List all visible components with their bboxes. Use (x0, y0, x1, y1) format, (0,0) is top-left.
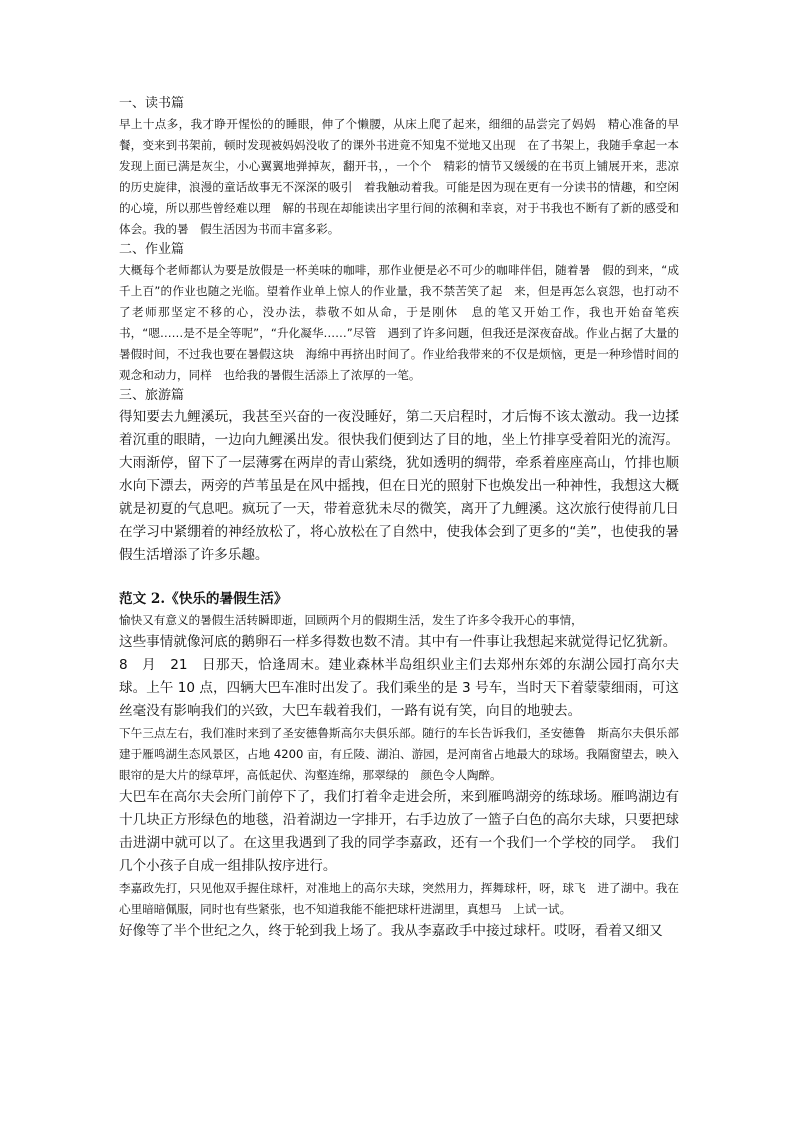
essay-paragraph: 这些事情就像河底的鹅卵石一样多得数也数不清。其中有一件事让我想起来就觉得记忆犹新。 (119, 634, 677, 650)
document-page (119, 94, 679, 943)
section-paragraph-travel: 得知要去九鲤溪玩，我甚至兴奋的一夜没睡好，第二天启程时，才后悔不该太激动。我一边揉着沉重的眼睛，一边向九鲤溪出发。很快我们便到达了目的地，坐上竹排享受着阳光的流泻。大雨渐停，留下了一层薄雾在两岸的青山萦绕，犹如透明的绸带，牵系着座座高山，竹排也顺水向下漂去，两旁的芦苇虽是在风中摇拽，但在日光的照射下也焕发出一种神性，我想这大概就是初夏的气息吧。疯玩了一天，带着意犹未尽的微笑，离开了九鲤溪。这次旅行使得前几日在学习中紧绷着的神经放松了，将心放松在了自然中，使我体会到了更多的“美”，也使我的暑假生活增添了许多乐趣。 (119, 409, 679, 563)
essay-paragraph: 下午三点左右，我们准时来到了圣安德鲁斯高尔夫俱乐部。随行的车长告诉我们，圣安德鲁 斯高尔夫俱乐部建于雁鸣湖生态风景区，占地 4200 亩，有丘陵、湖泊、游园，是河南省占地最大的球场。我隔窗望去，映入眼帘的是大片的绿草坪，高低起伏、沟壑连绵，那翠绿的 颜色令人陶醉。 (119, 726, 679, 782)
essay-paragraph: 好像等了半个世纪之久，终于轮到我上场了。我从李嘉政手中接过球杆。哎呀，看着又细又 (119, 923, 663, 939)
section-paragraph-reading: 早上十点多，我才睁开惺忪的的睡眼，伸了个懒腰，从床上爬了起来，细细的品尝完了妈妈 精心准备的早餐，变来到书架前，顿时发现被妈妈没收了的课外书进竟不知鬼不觉地又出现 在了书架上，我随手拿起一本发现上面已满是灰尘，小心翼翼地弹掉灰，翻开书，，一个个 精彩的情节又缓缓的在书页上铺展开来，悲凉的历史旋律，浪漫的童话故事无不深深的吸引 着我触动着我。可能是因为现在更有一分读书的情趣，和空闲的心境，所以那些曾经难以理 解的书现在却能读出字里行间的浓稠和幸哀，对于书我也不断有了新的感受和体会。我的暑 假生活因为书而丰富多彩。 (119, 117, 679, 236)
section-paragraph-homework: 大概每个老师都认为要是放假是一杯美味的咖啡，那作业便是必不可少的咖啡伴侣，随着暑 假的到来，“成千上百”的作业也随之光临。望着作业单上惊人的作业量，我不禁苦笑了起 来，但是再怎么哀怨，也打动不了老师那坚定不移的心，没办法，恭敬不如从命，于是刚休 息的笔又开始工作，我也开始奋笔疾书，“嗯……是不是全等呢”，“升化凝华……”尽管 遇到了许多问题，但我还是深夜奋战。作业占据了大量的暑假时间，不过我也要在暑假这块 海绵中再挤出时间了。作业给我带来的不仅是烦恼，更是一种珍惜时间的观念和动力，同样 也给我的暑假生活添上了浓厚的一笔。 (119, 263, 679, 382)
section-heading-travel: 三、旅游篇 (119, 388, 185, 403)
section-gap (119, 567, 679, 588)
section-heading-homework: 二、作业篇 (119, 242, 185, 257)
essay-paragraph: 愉快又有意义的暑假生活转瞬即逝，回顾两个月的假期生活，发生了许多令我开心的事情， (119, 613, 583, 627)
essay-paragraph: 大巴车在高尔夫会所门前停下了，我们打着伞走进会所，来到雁鸣湖旁的练球场。雁鸣湖边有十几块正方形绿色的地毯，沿着湖边一字排开，右手边放了一篮子白色的高尔夫球，只要把球击进湖中就可以了。在这里我遇到了我的同学李嘉政，还有一个我们一个学校的同学。 我们几个小孩子自成一组排队按序进行。 (119, 789, 679, 874)
essay-paragraph: 8 月 21 日那天，恰逢周末。建业森林半岛组织业主们去郑州东郊的东湖公园打高尔夫球。上午 10 点，四辆大巴车准时出发了。我们乘坐的是 3 号车，当时天下着蒙蒙细雨，可这丝毫没有影响我们的兴致，大巴车载着我们，一路有说有笑，向目的地驶去。 (119, 657, 679, 719)
section-heading-reading: 一、读书篇 (119, 96, 185, 111)
essay-paragraph: 李嘉政先打，只见他双手握住球杆，对准地上的高尔夫球，突然用力，挥舞球杆，呀，球飞 进了湖中。我在心里暗暗佩服，同时也有些紧张，也不知道我能不能把球杆进湖里，真想马 上试一试。 (119, 881, 679, 916)
essay-title: 范文 2.《快乐的暑假生活》 (119, 591, 288, 607)
